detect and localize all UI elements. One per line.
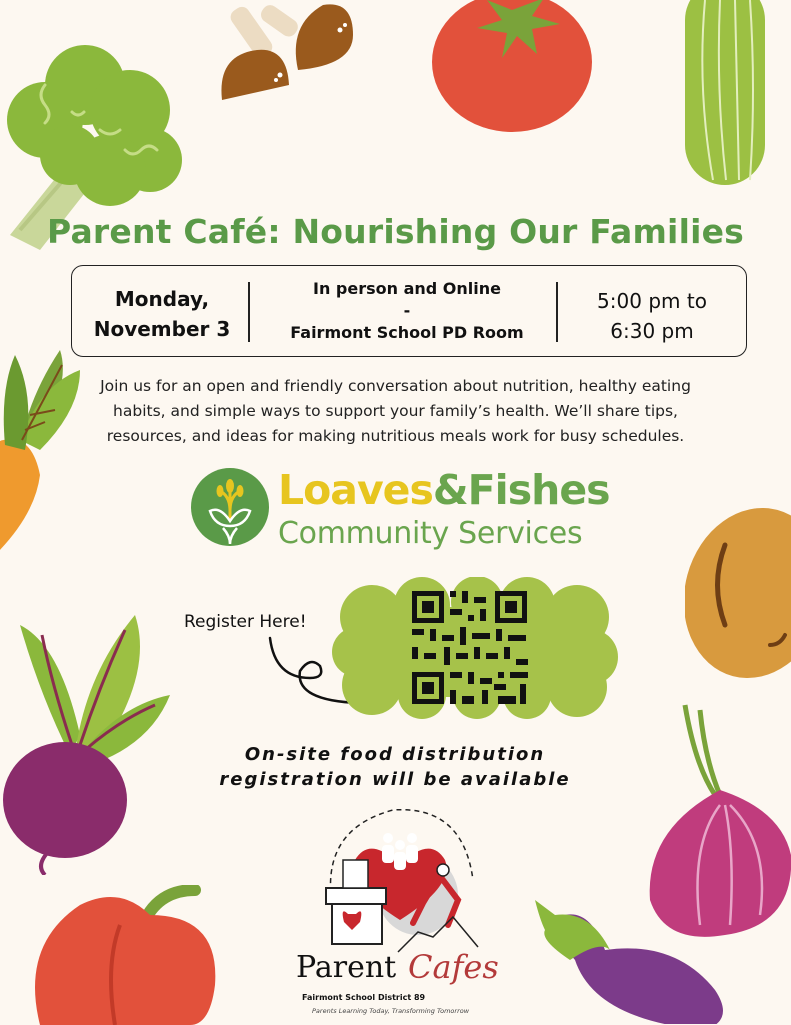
parent-cafes-tagline: Parents Learning Today, Transforming Tomorrow <box>312 1007 470 1015</box>
family-heart-icon <box>318 800 480 955</box>
wheat-fish-logo-icon <box>190 466 270 548</box>
divider <box>248 282 250 342</box>
date-line-1: Monday, <box>114 287 210 311</box>
beet-icon <box>0 595 175 875</box>
date-line-2: November 3 <box>93 317 231 341</box>
divider <box>556 282 558 342</box>
parent-cafes-name: Parent <box>296 950 397 985</box>
logo-ampersand: & <box>432 466 468 514</box>
page-title: Parent Café: Nourishing Our Families <box>46 212 745 251</box>
logo-name <box>278 466 610 514</box>
logo-name-part-1: Loaves <box>278 466 433 514</box>
loaves-fishes-logo <box>190 466 610 556</box>
potato-icon <box>685 505 791 680</box>
qr-code-block[interactable] <box>332 577 618 719</box>
time-line-1: 5:00 pm to <box>597 289 707 313</box>
onsite-line-1: On-site food distribution <box>244 744 546 765</box>
event-description: Join us for an open and friendly conversation about nutrition, healthy eating habits, and simple ways to support your family’s health. We’ll share tips, resources, and ideas for making nutritious meals work for busy schedules. <box>100 377 691 445</box>
pepper-icon <box>25 885 220 1025</box>
logo-name-part-2: Fishes <box>467 466 610 514</box>
parent-cafes-district: Fairmont School District 89 <box>302 993 426 1002</box>
event-time <box>562 286 742 346</box>
parent-cafes-script: Cafes <box>408 948 499 986</box>
logo-subtitle: Community Services <box>278 516 583 551</box>
tomato-icon <box>430 0 595 135</box>
onsite-line-2: registration will be available <box>219 769 571 790</box>
location-separator: - <box>403 301 411 320</box>
mushroom-icon <box>200 0 360 110</box>
register-label: Register Here! <box>184 612 307 632</box>
carrot-icon <box>0 335 90 555</box>
cucumber-icon <box>675 0 775 190</box>
event-info-box <box>71 265 747 357</box>
eggplant-icon <box>530 895 730 1024</box>
event-date <box>82 284 242 344</box>
location-line-2: Fairmont School PD Room <box>290 323 524 342</box>
location-line-1: In person and Online <box>313 279 501 298</box>
onsite-notice <box>150 742 640 792</box>
time-line-2: 6:30 pm <box>610 319 694 343</box>
event-location <box>262 278 552 344</box>
